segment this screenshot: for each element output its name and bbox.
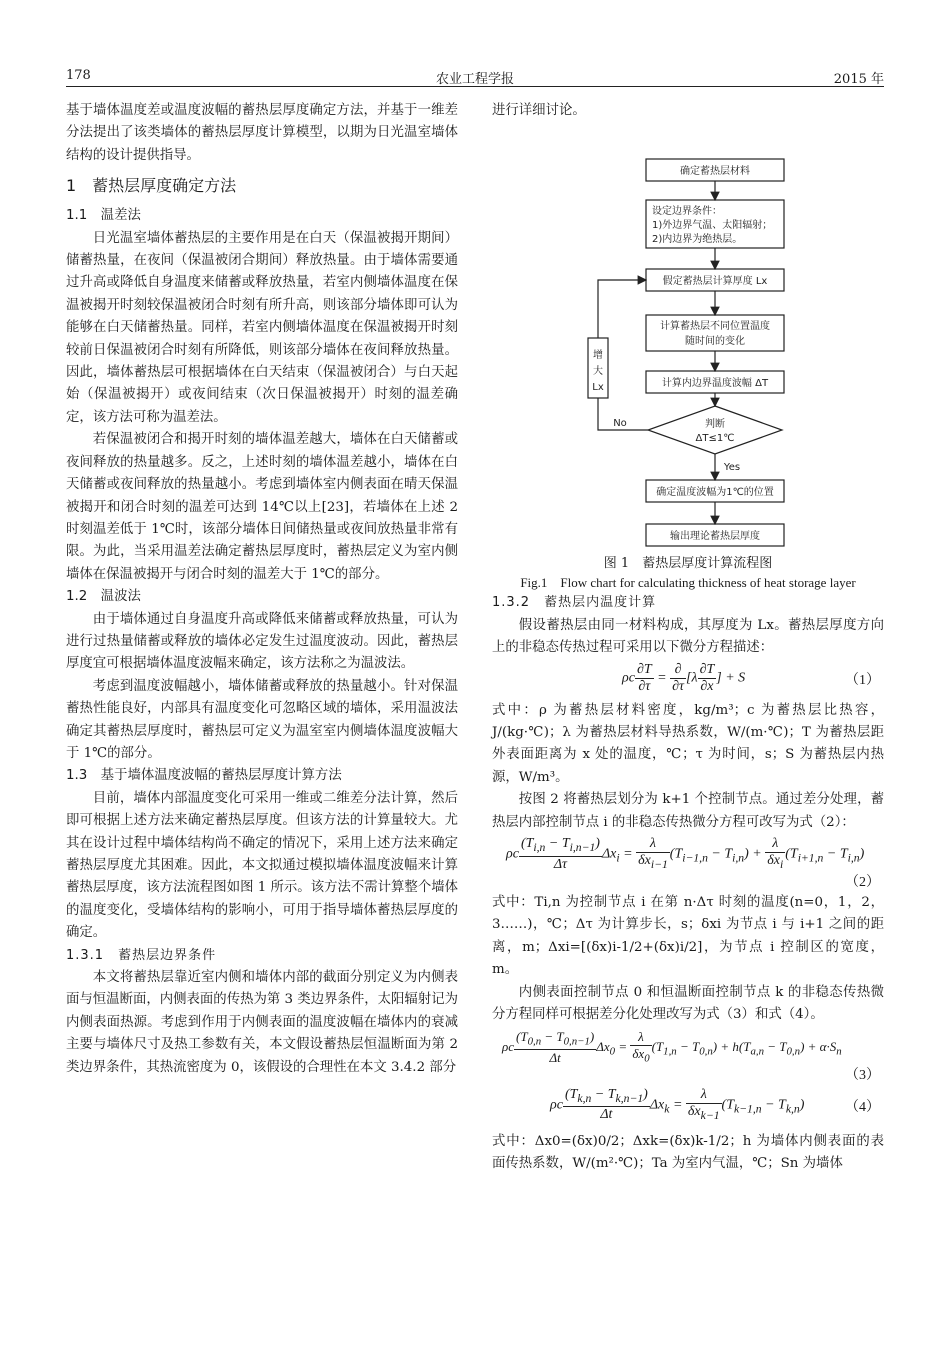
equation-2: ρc $\frac{(T_{i,n} - T_{i,n-1})}{\Delta\tau}$ $\Delta x_i$ = $\frac{\lambda}{\delta x_{i-1}}$ $(T_{i-1,n} - T_{i,n})$ + $\frac{\lambda}{\delta x_i}$ $(T_{i+1,n} - T_{i,n})$ （2） [492,834,884,892]
page-number: 178 [66,68,91,83]
flow-text-calc-temp-1: 计算蓄热层不同位置温度 [660,321,770,333]
section-1-1-paragraph-1: 日光温室墙体蓄热层的主要作用是在白天（保温被揭开期间）储蓄热量，在夜间（保温被闭合期间）释放热量。由于墙体需要通过升高或降低自身温度来储蓄或释放热量，若室内侧墙体温度在保温被揭开时刻较保温被闭合时刻有所升高，则该部分墙体即可认为能够在白天储蓄热量。同样，若室内侧墙体温度在保温被揭开时刻较前日保温被闭合时刻有所降低，则该部分墙体在夜间释放热量。因此，墙体蓄热层可根据墙体在白天结束（保温被闭合）与白天起始（保温被揭开）或夜间结束（次日保温被揭开）时刻的温差确定，该方法可称为温差法。 [66,230,458,425]
figure-caption-en: Fig.1 Flow chart for calculating thickness of heat storage layer [520,575,856,591]
section-1-1-title: 1.1 温差法 [66,208,141,224]
continued-text: 进行详细讨论。 [492,103,586,118]
flow-text-material: 确定蓄热层材料 [680,166,750,178]
equation-1-explanation: 式中：ρ 为蓄热层材料密度，kg/m³；c 为蓄热层比热容，J/(kg·℃)；λ 为蓄热层材料导热系数，W/(m·℃)；T 为蓄热层距外表面距离为 x 处的温度，℃；τ 为时间，s；S 为蓄热层内热源，W/m³。 [492,702,884,785]
intro-paragraph: 基于墙体温度差或温度波幅的蓄热层厚度确定方法，并基于一维差分法提出了该类墙体的蓄热层厚度计算模型，以期为日光温室墙体结构的设计提供指导。 [66,103,458,163]
section-1-3-2-paragraph-3: 内侧表面控制节点 0 和恒温断面控制节点 k 的非稳态传热微分方程同样可根据差分化处理改写为式（3）和式（4）。 [492,984,884,1023]
equation-4: ρc $\frac{(T_{k,n} - T_{k,n-1})}{\Delta t}$ $\Delta x_k$ = $\frac{\lambda}{\delta x_{k-1}}$ $(T_{k-1,n} - T_{k,n})$ （4） [550,1086,880,1123]
flow-text-assume-thickness: 假定蓄热层计算厚度 Lx [662,276,768,288]
section-1-3-2-title: 1.3.2 蓄热层内温度计算 [492,595,657,611]
flow-label-no: No [613,418,627,430]
flow-text-decision-2: ΔT≤1℃ [695,433,735,445]
section-1-3-paragraph-1: 目前，墙体内部温度变化可采用一维或二维差分法计算，然后即可根据上述方法来确定蓄热层厚度。但该方法的计算量较大。尤其在设计过程中墙体结构尚不确定的情况下，采用上述方法来确定蓄热层厚度尤其困难。因此，本文拟通过模拟墙体温度波幅来计算蓄热层厚度，该方法流程图如图 1 所示。该方法不需计算整个墙体的温度变化，受墙体结构的影响小，可用于指导墙体蓄热层厚度的确定。 [66,790,458,941]
flow-label-yes: Yes [723,462,741,474]
equation-2-explanation: 式中：Ti,n 为控制节点 i 在第 n·Δτ 时刻的温度(n=0，1，2，3……)，℃；Δτ 为计算步长，s；δxi 为节点 i 与 i+1 之间的距离，m；Δxi=[(δx)i-1/2+(δx)i/2]，为节点 i 控制区的宽度，m。 [492,895,884,978]
equation-2-number: （2） [845,875,880,891]
flow-text-boundary-2: 1)外边界气温、太阳辐射； [652,220,773,232]
flow-decision [648,406,782,454]
flow-text-calc-amplitude: 计算内边界温度波幅 ΔT [661,378,769,390]
section-1-1-paragraph-2: 若保温被闭合和揭开时刻的墙体温差越大，墙体在白天储蓄或夜间释放的热量越多。反之，上述时刻的墙体温差越小，墙体在白天储蓄或夜间释放的热量越小。考虑到墙体室内侧表面在晴天保温被揭开和闭合时刻的温差可达到 14℃以上[23]，若墙体在上述 2 时刻温差低于 1℃时，该部分墙体日间储热量或夜间放热量非常有限。为此，当采用温差法确定蓄热层厚度时，蓄热层定义为室内侧墙体在保温被揭开与闭合时刻的温差大于 1℃的部分。 [66,432,458,582]
flow-text-boundary-1: 设定边界条件： [652,206,722,218]
equation-3-number: （3） [845,1067,880,1083]
equation-4-number: （4） [845,1099,880,1115]
flow-text-calc-temp-2: 随时间的变化 [685,336,745,348]
equation-1-number: （1） [845,672,880,688]
flow-text-increase-2: 大 [593,366,603,378]
equation-3-4-explanation: 式中：Δx0=(δx)0/2；Δxk=(δx)k-1/2；h 为墙体内侧表面的表面传热系数，W/(m²·℃)；Ta 为室内气温，℃；Sn 为墙体 [492,1133,884,1171]
section-1-3-1-title: 1.3.1 蓄热层边界条件 [66,947,217,963]
flow-text-increase-1: 增 [593,350,603,362]
flow-text-boundary-3: 2)内边界为绝热层。 [652,234,743,246]
section-1-3-2-paragraph-1: 假设蓄热层由同一材料构成，其厚度为 Lx。蓄热层厚度方向上的非稳态传热过程可采用以下微分方程描述： [492,617,884,656]
equation-3: ρc $\frac{(T_{0,n} - T_{0,n-1})}{\Delta t}$ $\Delta x_0$ = $\frac{\lambda}{\delta x_0}$ $(T_{1,n} - T_{0,n}) + h(T_{a,n} - T_{0,n}) + \alpha\cdot S_n$ （3） [492,1027,884,1087]
flowchart-figure [492,122,884,543]
section-1-3-title: 1.3 基于墙体温度波幅的蓄热层厚度计算方法 [66,768,342,784]
flowchart [492,122,884,543]
section-1-title: 1 蓄热层厚度确定方法 [66,176,237,196]
right-column [492,100,884,1175]
equation-1: ρc $\frac{\partial T}{\partial\tau}$ = $\frac{\partial}{\partial\tau}$ [λ $\frac{\partial T}{\partial x}$ ] + S （1） [622,661,880,694]
page-header [66,66,884,87]
section-1-2-paragraph-1: 由于墙体通过自身温度升高或降低来储蓄或释放热量，可认为进行过热量储蓄或释放的墙体必定发生过温度波动。因此，蓄热层厚度宜可根据墙体温度波幅来确定，该方法称之为温波法。 [66,611,458,672]
left-column [66,100,458,1079]
flow-text-locate: 确定温度波幅为1℃的位置 [656,487,774,499]
section-1-3-1-paragraph-1: 本文将蓄热层靠近室内侧和墙体内部的截面分别定义为内侧表面与恒温断面，内侧表面的传热为第 3 类边界条件，太阳辐射记为内侧表面热源。考虑到作用于内侧表面的温度波幅在墙体内的衰减主要与墙体尺寸及热工参数有关，本文假设蓄热层恒温断面为第 2 类边界条件，其热流密度为 0，该假设的合理性在本文 3.4.2 部分 [66,970,458,1075]
flow-text-increase-3: Lx [592,382,604,394]
section-1-2-paragraph-2: 考虑到温度波幅越小，墙体储蓄或释放的热量越小。针对保温蓄热性能良好，内部具有温度变化可忽略区域的墙体，采用温波法确定其蓄热层厚度时，蓄热层可定义为温室室内侧墙体温度波幅大于 1℃的部分。 [66,678,458,761]
year: 2015 年 [833,72,884,87]
figure-caption-cn: 图 1 蓄热层厚度计算流程图 [603,556,773,572]
section-1-2-title: 1.2 温波法 [66,589,141,605]
journal-title: 农业工程学报 [435,72,514,87]
section-1-3-2-paragraph-2: 按图 2 将蓄热层划分为 k+1 个控制节点。通过差分处理，蓄热层内部控制节点 i 的非稳态传热微分方程可改写为式（2）： [492,792,884,830]
flow-text-decision-1: 判断 [705,419,725,431]
flow-text-output: 输出理论蓄热层厚度 [670,531,760,543]
